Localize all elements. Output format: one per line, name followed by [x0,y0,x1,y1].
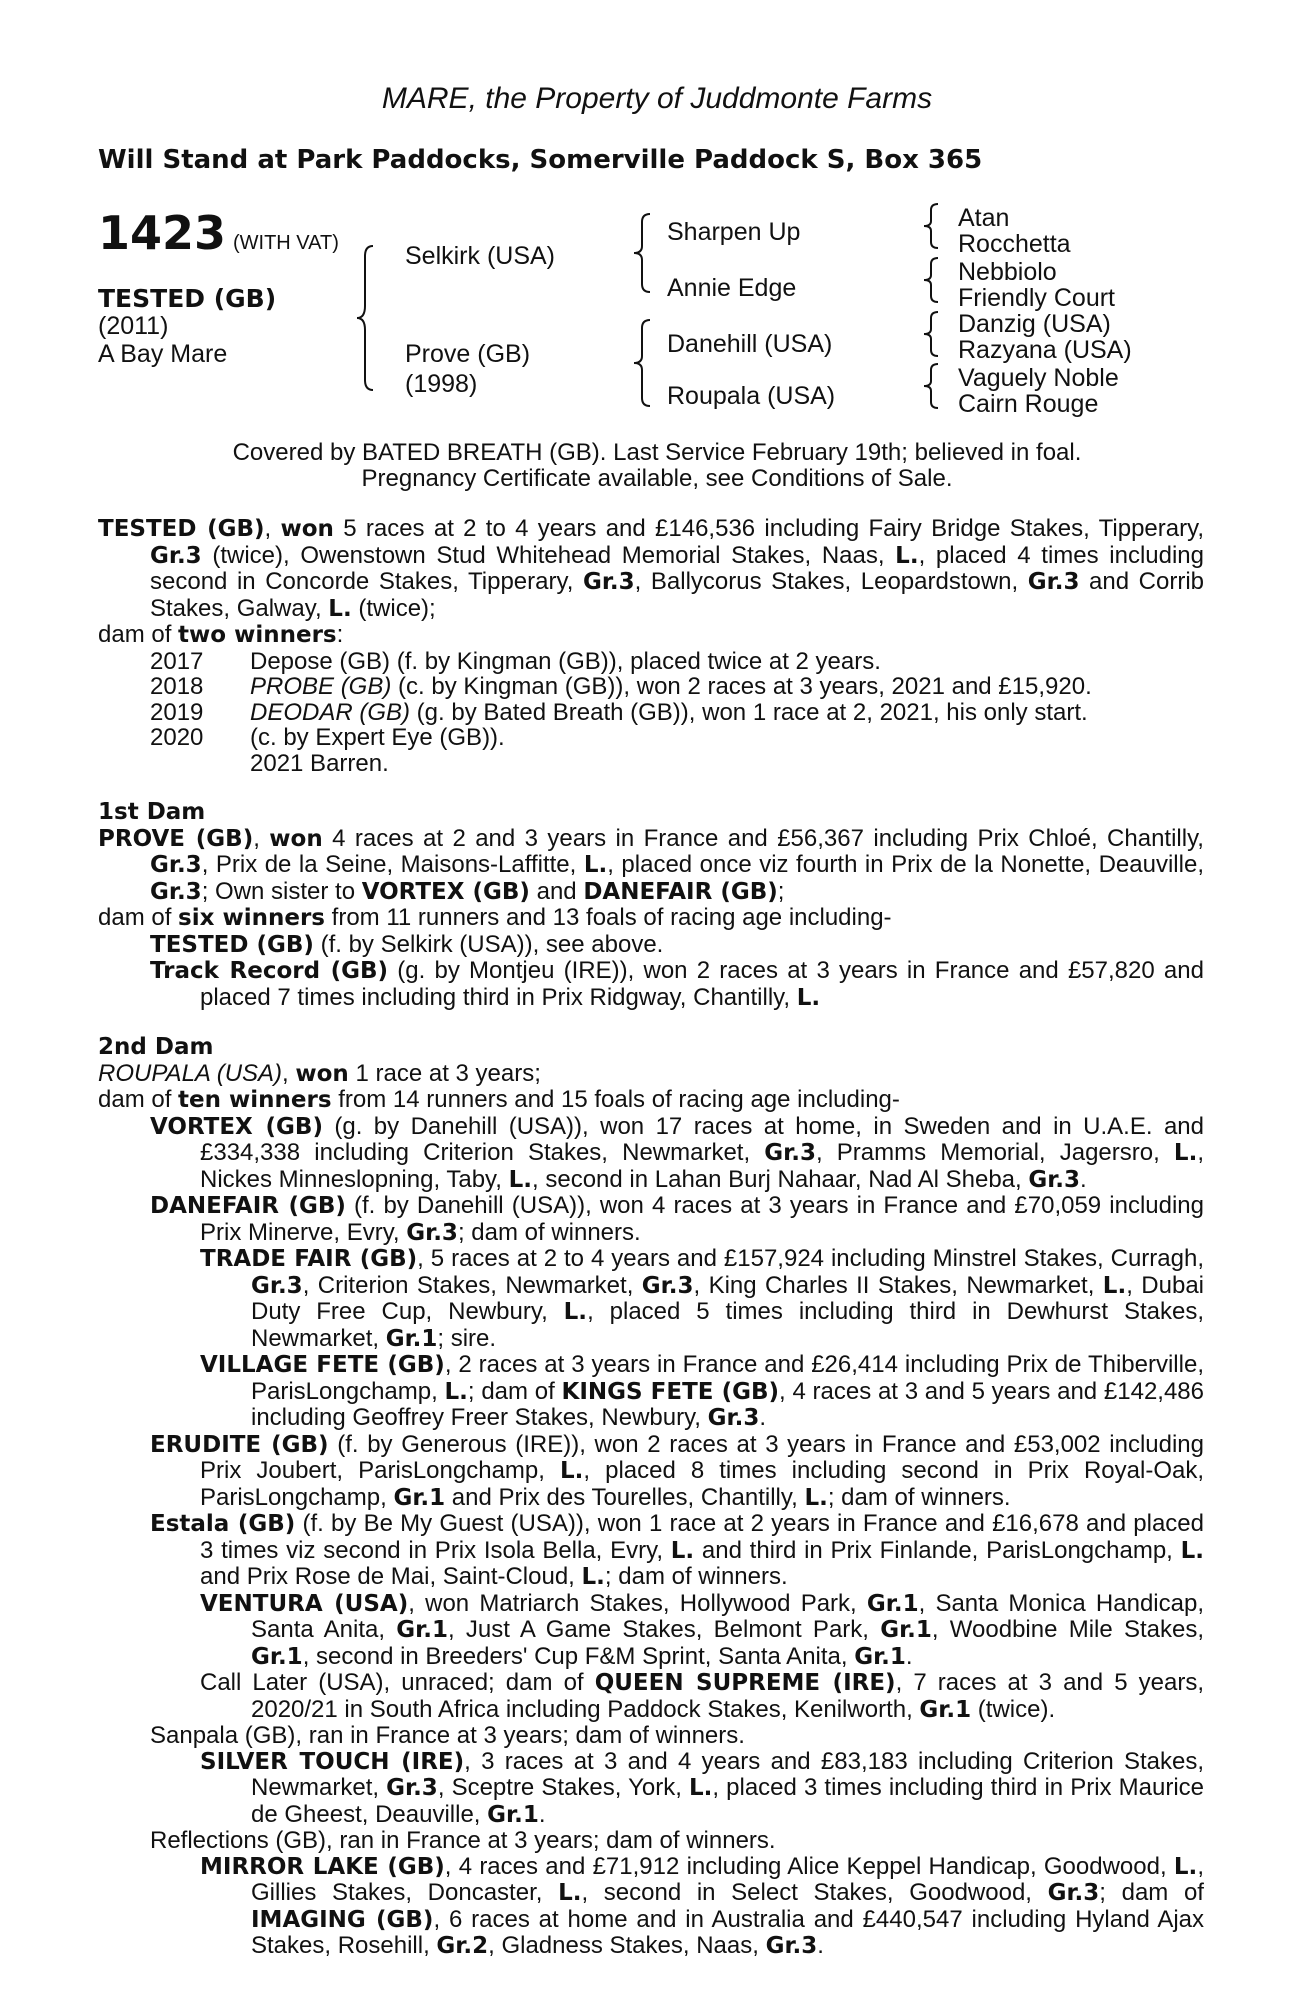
covering-note [0,440,1314,492]
sire: Selkirk (USA) [405,242,556,270]
produce-year: 2019 [150,698,204,726]
produce-row [98,700,1204,726]
tested-record: TESTED (GB), won 5 races at 2 to 4 years and £146,536 including Fairy Bridge Stakes, Tipperary, Gr.3 (twice), Owenstown Stud Whitehead Memorial Stakes, Naas, L., placed 4 times including second in Concorde Stakes, Tipperary, Gr.3, Ballycorus Stakes, Leopardstown, Gr.3 and Corrib Stakes, Galway, L. (twice); [98,515,1205,622]
dam-year: (1998) [405,370,478,398]
mirror-lake-entry: MIRROR LAKE (GB), 4 races and £71,912 including Alice Keppel Handicap, Goodwood, L., Gillies Stakes, Doncaster, L., second in Select Stakes, Goodwood, Gr.3; dam of IMAGING (GB), 6 races at home and in Australia and £440,547 including Hyland Ajax Stakes, Rosehill, Gr.2, Gladness Stakes, Naas, Gr.3. [200,1852,1205,1959]
lot-heading [98,206,339,260]
produce-text: 2021 Barren. [250,749,389,777]
call-later-entry: Call Later (USA), unraced; dam of QUEEN SUPREME (IRE), 7 races at 3 and 5 years, 2020/21 in South Africa including Paddock Stakes, Kenilworth, Gr.1 (twice). [200,1669,1205,1723]
roupala-record: ROUPALA (USA), won 1 race at 3 years; [98,1059,541,1087]
track-record-entry: Track Record (GB) (g. by Montjeu (IRE)), won 2 races at 3 years in France and £57,820 and placed 7 times including third in Prix Ridgway, Chantilly, L. [150,957,1204,1011]
stand-location: Will Stand at Park Paddocks, Somerville Paddock S, Box 365 [98,145,983,175]
produce-row [98,751,1204,777]
first-dam-heading: 1st Dam [98,799,206,825]
danefair-entry: DANEFAIR (GB) (f. by Danehill (USA)), won 4 races at 3 years in France and £70,059 including Prix Minerve, Evry, Gr.3; dam of winners. [150,1192,1204,1246]
produce-text: Depose (GB) (f. by Kingman (GB)), placed twice at 2 years. [250,647,881,675]
vat-note: (WITH VAT) [232,232,339,254]
trade-fair-entry: TRADE FAIR (GB), 5 races at 2 to 4 years and £157,924 including Minstrel Stakes, Curragh, Gr.3, Criterion Stakes, Newmarket, Gr.3, King Charles II Stakes, Newmarket, L., Dubai Duty Free Cup, Newbury, L., placed 5 times including third in Dewhurst Stakes, Newmarket, Gr.1; sire. [200,1245,1205,1352]
produce-name: DEODAR (GB) [250,698,411,726]
ped-sdd: Friendly Court [958,284,1115,312]
prove-record: PROVE (GB), won 4 races at 2 and 3 years in France and £56,367 including Prix Chloé, Chantilly, Gr.3, Prix de la Seine, Maisons-Laffitte, L., placed once viz fourth in Prix de la Nonette, Deauville, Gr.3; Own sister to VORTEX (GB) and DANEFAIR (GB); [98,824,1204,905]
produce-year: 2018 [150,673,204,700]
catalogue-text [98,516,1204,1960]
horse-year: (2011) [98,312,169,340]
ped-dsd: Razyana (USA) [958,336,1132,364]
vortex-entry: VORTEX (GB) (g. by Danehill (USA)), won 17 races at home, in Sweden and in U.A.E. and £334,338 including Criterion Stakes, Newmarket, Gr.3, Pramms Memorial, Jagersro, L., Nickes Minneslopning, Taby, L., second in Lahan Burj Nahaar, Nad Al Sheba, Gr.3. [150,1112,1204,1193]
produce-text: (g. by Bated Breath (GB)), won 1 race at 2, 2021, his only start. [410,698,1088,726]
ped-ssd: Rocchetta [958,230,1071,258]
sanpala-entry: Sanpala (GB), ran in France at 3 years; dam of winners. [150,1722,745,1749]
sire-sire: Sharpen Up [667,218,801,246]
second-dam-heading: 2nd Dam [98,1034,214,1060]
produce-row [98,649,1204,675]
produce-year: 2020 [150,724,204,751]
dam-dam: Roupala (USA) [667,382,836,410]
dam: Prove (GB) [405,340,531,368]
sire-dam-bracket [355,244,379,394]
ventura-entry: VENTURA (USA), won Matriarch Stakes, Hollywood Park, Gr.1, Santa Monica Handicap, Santa Anita, Gr.1, Just A Game Stakes, Belmont Park, Gr.1, Woodbine Mile Stakes, Gr.1, second in Breeders' Cup F&M Sprint, Santa Anita, Gr.1. [200,1589,1205,1670]
covering-line-1: Covered by BATED BREATH (GB). Last Service February 19th; believed in foal. [232,439,1082,466]
village-fete-entry: VILLAGE FETE (GB), 2 races at 3 years in France and £26,414 including Prix de Thiberville, ParisLongchamp, L.; dam of KINGS FETE (GB), 4 races at 3 and 5 years and £142,486 including Geoffrey Freer Stakes, Newbury, Gr.3. [200,1351,1204,1431]
dam-of-line: dam of two winners: [98,621,344,648]
ped-ddd: Cairn Rouge [958,390,1099,418]
produce-row [98,674,1204,700]
lot-number: 1423 [98,206,227,260]
estala-entry: Estala (GB) (f. by Be My Guest (USA)), won 1 race at 2 years in France and £16,678 and placed 3 times viz second in Prix Isola Bella, Evry, L. and third in Prix Finlande, ParisLongchamp, L. and Prix Rose de Mai, Saint-Cloud, L.; dam of winners. [150,1510,1204,1590]
pedigree-block [0,200,1314,430]
dam-sire: Danehill (USA) [667,330,833,358]
covering-line-2: Pregnancy Certificate available, see Conditions of Sale. [361,465,953,492]
prove-dam-of: dam of six winners from 11 runners and 13 foals of racing age including- [98,904,892,931]
silver-touch-entry: SILVER TOUCH (IRE), 3 races at 3 and 4 years and £83,183 including Criterion Stakes, Newmarket, Gr.3, Sceptre Stakes, York, L., placed 3 times including third in Prix Maurice de Gheest, Deauville, Gr.1. [200,1747,1204,1828]
dam-line-bracket [632,318,656,408]
ped-dss: Danzig (USA) [958,310,1111,338]
produce-year [98,751,250,777]
page-title: MARE, the Property of Juddmonte Farms [381,82,933,115]
produce-name: PROBE (GB) [250,673,392,700]
reflections-entry: Reflections (GB), ran in France at 3 years; dam of winners. [150,1827,776,1854]
horse-description: A Bay Mare [98,340,228,368]
produce-year: 2017 [150,647,204,675]
erudite-entry: ERUDITE (GB) (f. by Generous (IRE)), won 2 races at 3 years in France and £53,002 including Prix Joubert, ParisLongchamp, L., placed 8 times including second in Prix Royal-Oak, ParisLongchamp, Gr.1 and Prix des Tourelles, Chantilly, L.; dam of winners. [150,1430,1205,1511]
roupala-dam-of: dam of ten winners from 14 runners and 15 foals of racing age including- [98,1086,900,1113]
ped-dds: Vaguely Noble [958,364,1119,392]
produce-text: (c. by Expert Eye (GB)). [250,724,505,751]
ped-sds: Nebbiolo [958,258,1057,286]
produce-text: (c. by Kingman (GB)), won 2 races at 3 years, 2021 and £15,920. [391,673,1092,700]
third-generation-brackets [922,200,944,420]
sire-dam: Annie Edge [667,274,797,302]
ped-sss: Atan [958,204,1010,232]
produce-row [98,725,1204,751]
sire-line-bracket [632,212,656,294]
horse-name: TESTED (GB) [98,284,277,313]
tested-entry: TESTED (GB) (f. by Selkirk (USA)), see above. [150,930,664,958]
